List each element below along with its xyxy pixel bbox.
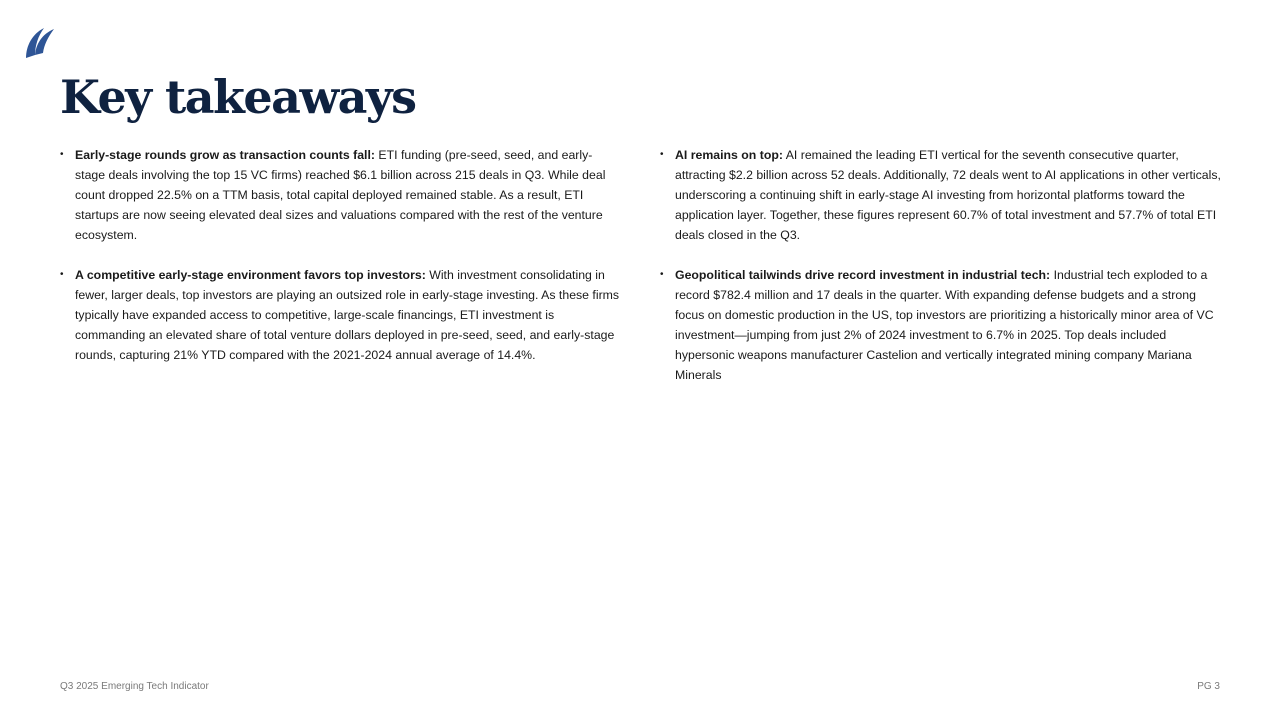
takeaway-item <box>660 145 1222 245</box>
takeaway-text: ETI funding (pre-seed, seed, and early-stage deals involving the top 15 VC firms) reached $6.1 billion across 215 deals in Q3. While deal count dropped 22.5% on a TTM basis, total capital deployed remained stable. As a result, ETI startups are now seeing elevated deal sizes and valuations compared with the rest of the venture ecosystem. <box>75 148 606 242</box>
page-title: Key takeaways <box>60 70 416 124</box>
bullet-icon: • <box>60 149 64 160</box>
bullet-icon: • <box>660 149 664 160</box>
takeaway-text: Industrial tech exploded to a record $782.4 million and 17 deals in the quarter. With expanding defense budgets and a strong focus on domestic production in the US, top investors are prioritizing a historically minor area of VC investment—jumping from just 2% of 2024 investment to 6.7% in 2025. Top deals included hypersonic weapons manufacturer Castelion and vertically integrated mining company Mariana Minerals <box>675 268 1214 382</box>
sail-logo-icon <box>24 26 56 60</box>
takeaway-text: With investment consolidating in fewer, larger deals, top investors are playing an outsized role in early-stage investing. As these firms typically have expanded access to competitive, large-scale financings, ETI investment is commanding an elevated share of total venture dollars deployed in pre-seed, seed, and early-stage rounds, capturing 21% YTD compared with the 2021-2024 annual average of 14.4%. <box>75 268 620 362</box>
takeaway-lead: A competitive early-stage environment favors top investors: <box>75 268 426 282</box>
takeaways-right-column <box>660 145 1222 405</box>
takeaway-item <box>660 265 1222 385</box>
takeaways-left-column <box>60 145 622 385</box>
bullet-icon: • <box>60 269 64 280</box>
takeaway-lead: Early-stage rounds grow as transaction counts fall: <box>75 148 375 162</box>
takeaway-item <box>60 265 622 365</box>
footer-page-number: PG 3 <box>1197 681 1220 692</box>
takeaway-lead: AI remains on top: <box>675 148 783 162</box>
bullet-icon: • <box>660 269 664 280</box>
takeaway-item <box>60 145 622 245</box>
footer-report-title: Q3 2025 Emerging Tech Indicator <box>60 681 209 692</box>
takeaway-text: AI remained the leading ETI vertical for the seventh consecutive quarter, attracting $2.2 billion across 52 deals. Additionally, 72 deals went to AI applications in other verticals, underscoring a continuing shift in early-stage AI investing from horizontal platforms toward the application layer. Together, these figures represent 60.7% of total investment and 57.7% of total ETI deals closed in the Q3. <box>675 148 1221 242</box>
takeaway-lead: Geopolitical tailwinds drive record investment in industrial tech: <box>675 268 1051 282</box>
